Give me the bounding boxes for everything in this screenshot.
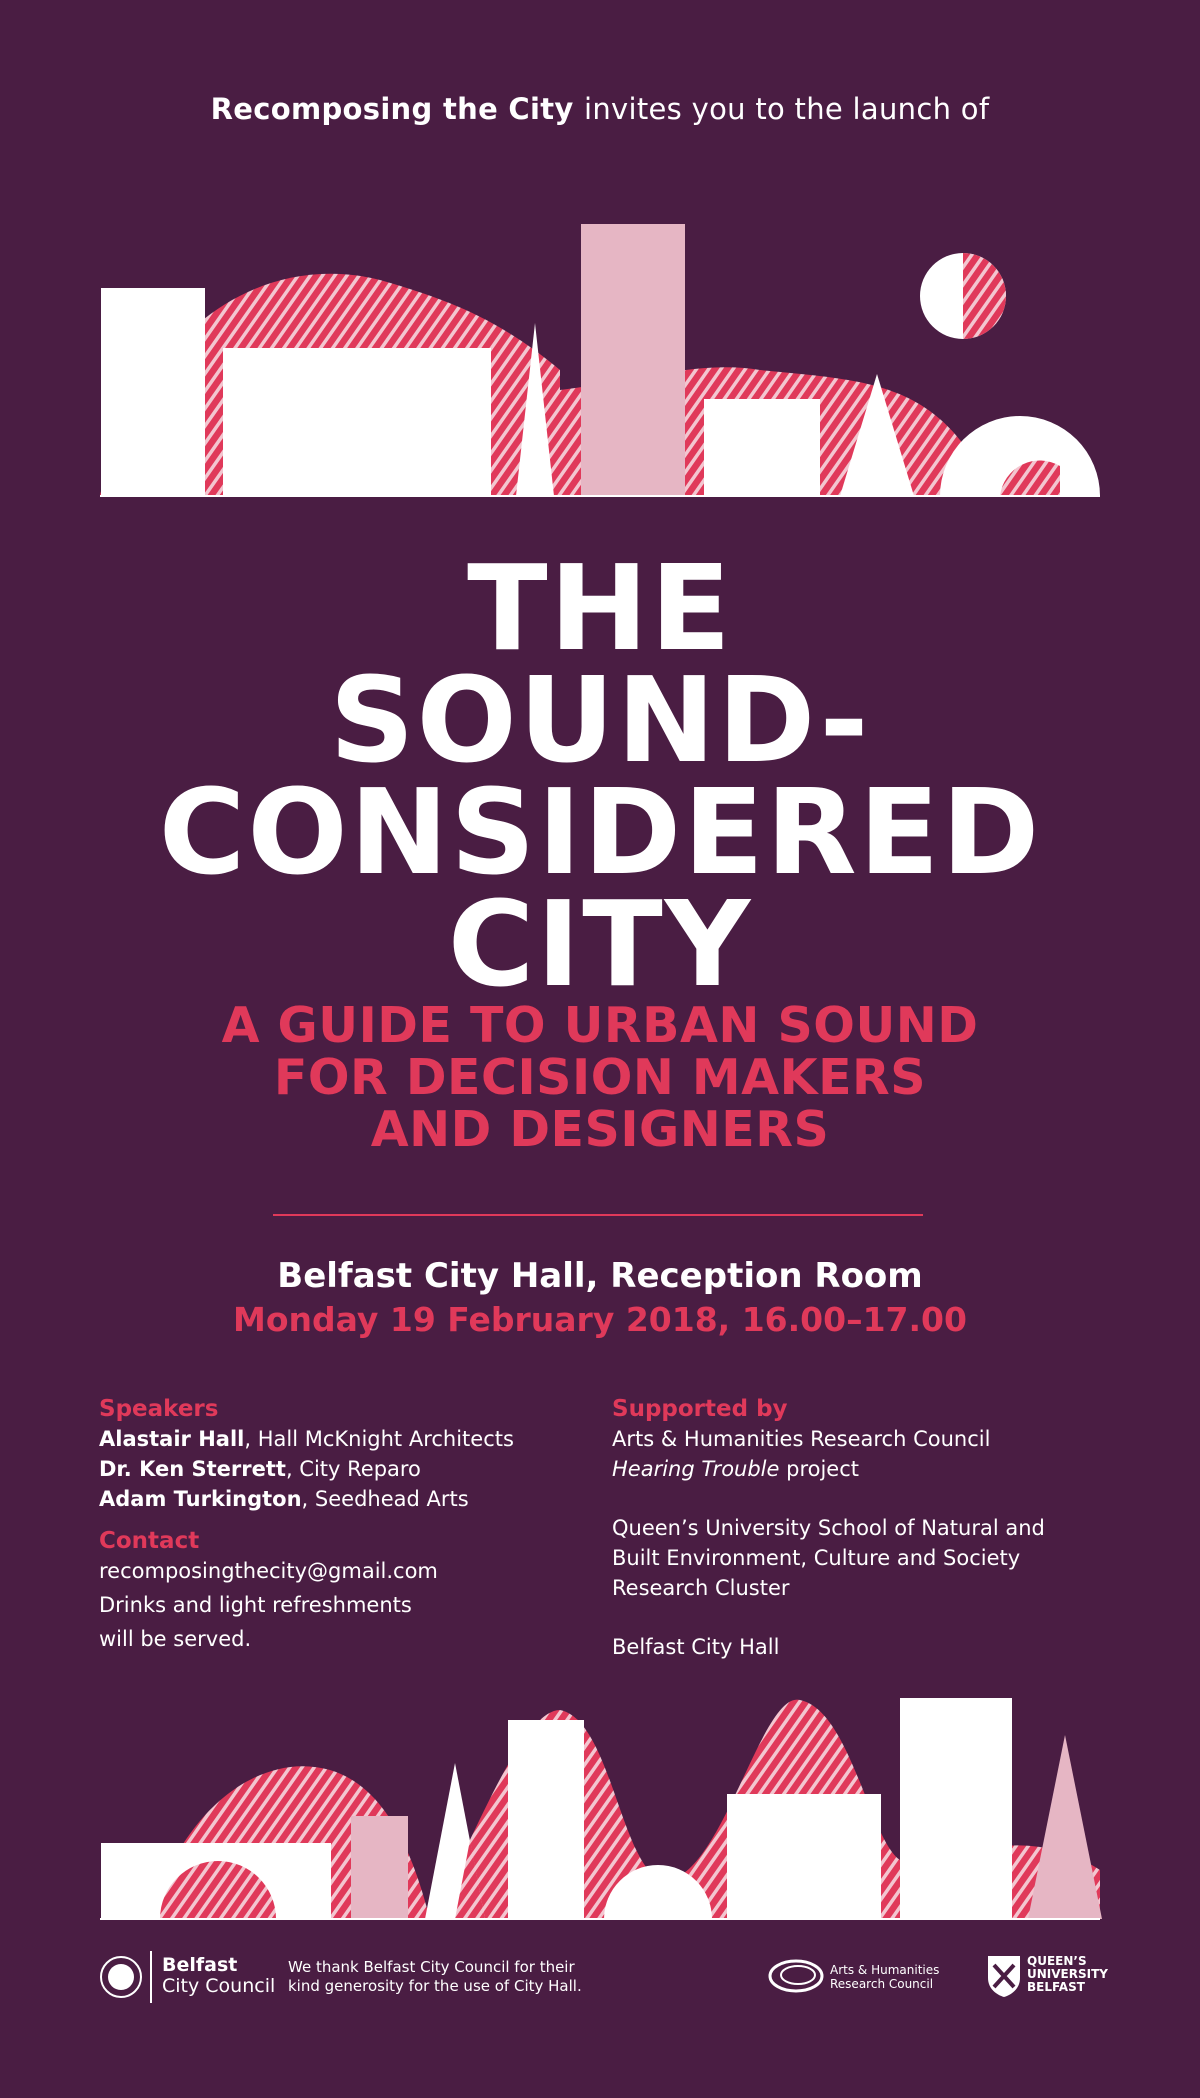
refreshments-note: will be served. bbox=[99, 1627, 252, 1651]
contact-email-link[interactable]: recomposingthecity@gmail.com bbox=[99, 1559, 438, 1583]
belfast-city-council-logo bbox=[162, 1955, 275, 1997]
title-line: CONSIDERED bbox=[158, 763, 1042, 901]
speaker-name: Alastair Hall bbox=[99, 1427, 245, 1451]
thanks-line: We thank Belfast City Council for their bbox=[288, 1958, 575, 1976]
thanks-line: kind generosity for the use of City Hall. bbox=[288, 1977, 582, 1995]
bcc-logo-line: Belfast bbox=[162, 1954, 238, 1976]
event-date: Monday 19 February 2018, 16.00–17.00 bbox=[233, 1300, 967, 1339]
footer bbox=[0, 1945, 1200, 2025]
bcc-logo-line: City Council bbox=[162, 1975, 276, 1997]
supported-by-column bbox=[612, 1394, 1112, 1662]
project-suffix: project bbox=[779, 1457, 859, 1481]
supporter-project bbox=[612, 1454, 1112, 1484]
speaker-name: Adam Turkington bbox=[99, 1487, 302, 1511]
speaker-item bbox=[99, 1424, 579, 1454]
speaker-item bbox=[99, 1454, 579, 1484]
speaker-affiliation: , City Reparo bbox=[285, 1457, 421, 1481]
speakers-heading: Speakers bbox=[99, 1396, 219, 1422]
title-line: CITY bbox=[447, 875, 753, 1013]
supporter-ahrc: Arts & Humanities Research Council bbox=[612, 1427, 991, 1451]
skyline-illustration-top bbox=[0, 210, 1200, 510]
qub-logo-line: UNIVERSITY bbox=[1027, 1967, 1108, 1981]
qub-logo-line: BELFAST bbox=[1027, 1980, 1085, 1994]
ahrc-logo-line: Arts & Humanities bbox=[830, 1963, 940, 1977]
qub-shield-icon bbox=[985, 1953, 1023, 1999]
ahrc-logo-line: Research Council bbox=[830, 1977, 934, 1991]
speaker-affiliation: , Seedhead Arts bbox=[301, 1487, 469, 1511]
belfast-crest-icon bbox=[99, 1955, 143, 1999]
qub-logo-text bbox=[1027, 1955, 1108, 1994]
invite-org: Recomposing the City bbox=[210, 92, 585, 126]
ahrc-logo-text bbox=[830, 1963, 939, 1991]
invite-text: invites you to the launch of bbox=[584, 92, 990, 126]
title-line: THE bbox=[467, 539, 733, 677]
skyline-illustration-bottom bbox=[0, 1690, 1200, 1920]
qub-logo-line: QUEEN’S bbox=[1027, 1954, 1087, 1968]
supporter-city-hall: Belfast City Hall bbox=[612, 1635, 780, 1659]
ahrc-logo-icon bbox=[767, 1957, 825, 1995]
speaker-name: Dr. Ken Sterrett bbox=[99, 1457, 286, 1481]
supporter-qub: Research Cluster bbox=[612, 1576, 790, 1600]
speakers-contact-column bbox=[99, 1394, 579, 1654]
logo-divider bbox=[150, 1951, 152, 2003]
subtitle bbox=[0, 997, 1200, 1158]
speaker-affiliation: , Hall McKnight Architects bbox=[244, 1427, 514, 1451]
speaker-item bbox=[99, 1484, 579, 1514]
title-line: SOUND- bbox=[329, 651, 871, 789]
refreshments-note: Drinks and light refreshments bbox=[99, 1593, 412, 1617]
contact-heading: Contact bbox=[99, 1528, 200, 1554]
supported-heading: Supported by bbox=[612, 1396, 788, 1422]
thanks-note bbox=[288, 1958, 582, 1996]
subtitle-line: A GUIDE TO URBAN SOUND bbox=[221, 997, 979, 1054]
supporter-qub: Queen’s University School of Natural and bbox=[612, 1516, 1045, 1540]
supporter-qub: Built Environment, Culture and Society bbox=[612, 1546, 1021, 1570]
divider bbox=[273, 1214, 923, 1216]
event-venue: Belfast City Hall, Reception Room bbox=[277, 1256, 923, 1296]
subtitle-line: FOR DECISION MAKERS bbox=[273, 1049, 927, 1106]
invite-line bbox=[0, 92, 1200, 126]
main-title bbox=[0, 539, 1200, 1013]
subtitle-line: AND DESIGNERS bbox=[370, 1101, 830, 1158]
project-title: Hearing Trouble bbox=[612, 1457, 780, 1481]
